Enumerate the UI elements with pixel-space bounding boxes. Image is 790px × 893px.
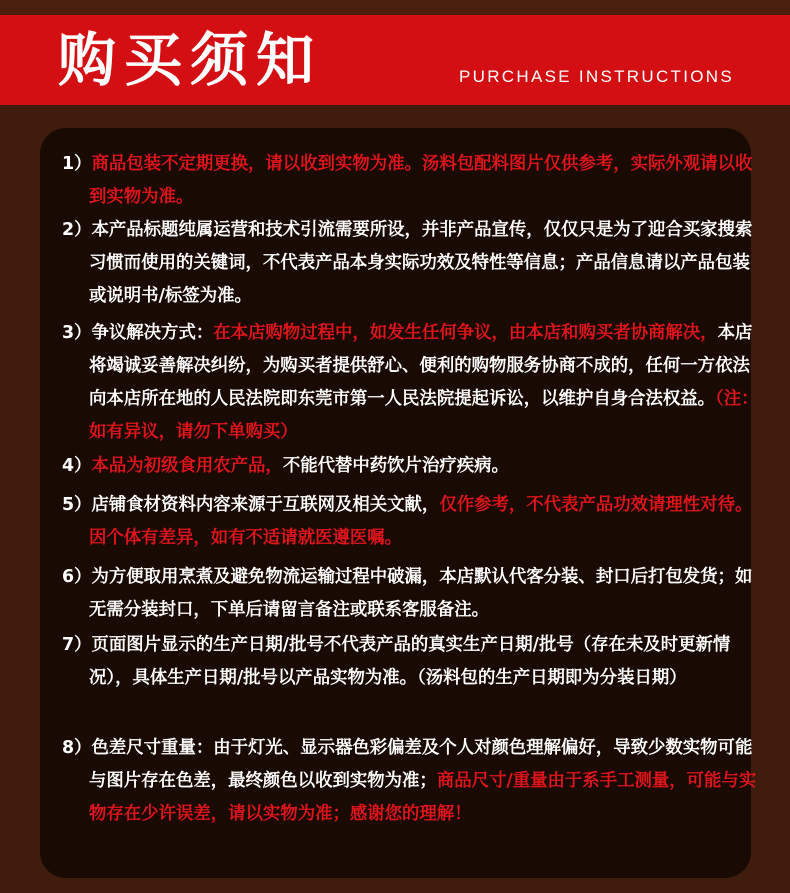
page-title: 购买须知 [58,26,323,94]
instruction-item-5 [62,489,759,555]
page-subtitle: PURCHASE INSTRUCTIONS [459,67,734,86]
item-6-seg-1: 6）为方便取用烹煮及避免物流运输过程中破漏，本店默认代客分装、封口后打包发货；如无需分装封口，下单后请留言备注或联系客服备注。 [62,567,753,620]
instruction-item-3 [62,317,759,449]
item-3-seg-2: 在本店购物过程中，如发生任何争议，由本店和购买者协商解决， [213,323,718,343]
instruction-item-1 [62,148,759,214]
item-4-seg-3: 不能代替中药饮片治疗疾病。 [282,456,509,476]
item-7-seg-1: 7）页面图片显示的生产日期/批号不代表产品的真实生产日期/批号（存在未及时更新情况），具体生产日期/批号以产品实物为准。（汤料包的生产日期即为分装日期） [62,635,731,688]
top-strip [0,0,790,15]
item-8-seg-1: 8）色差尺寸重量：由于灯光、显示器色彩偏差及个人对颜色理解偏好，导致少数实物可能与图片存在色差，最终颜色以收到实物为准； [62,738,753,791]
item-3-seg-4: （注：如有异议，请勿下单购买） [89,389,759,442]
header-banner [0,15,790,105]
item-1-seg-1: 1） [62,154,92,174]
instruction-item-8 [62,732,759,831]
item-3-seg-1: 3）争议解决方式： [62,323,214,343]
instruction-item-4 [62,450,759,483]
item-4-seg-1: 4） [62,456,92,476]
instruction-item-6 [62,561,759,627]
item-2-seg-1: 2）本产品标题纯属运营和技术引流需要所设，并非产品宣传，仅仅只是为了迎合买家搜索习惯而使用的关键词，不代表产品本身实际功效及特性等信息；产品信息请以产品包装或说明书/标签为准。 [62,220,753,306]
instruction-item-7 [62,629,759,695]
instruction-item-2 [62,214,759,313]
item-8-seg-2: 商品尺寸/重量由于系手工测量，可能与实物存在少许误差，请以实物为准；感谢您的理解！ [89,771,757,824]
item-4-seg-2: 本品为初级食用农产品， [91,456,283,476]
item-3-seg-3: 本店将竭诚妥善解决纠纷，为购买者提供舒心、便利的购物服务协商不成的，任何一方依法向本店所在地的人民法院即东莞市第一人民法院提起诉讼，以维护自身合法权益。 [89,323,753,409]
item-5-seg-1: 5）店铺食材资料内容来源于互联网及相关文献， [62,495,440,515]
item-1-seg-2: 商品包装不定期更换，请以收到实物为准。汤料包配料图片仅供参考，实际外观请以收到实物为准。 [89,154,753,207]
item-5-seg-2: 仅作参考，不代表产品功效请理性对待。因个体有差异，如有不适请就医遵医嘱。 [89,495,753,548]
instructions-panel [40,128,759,878]
